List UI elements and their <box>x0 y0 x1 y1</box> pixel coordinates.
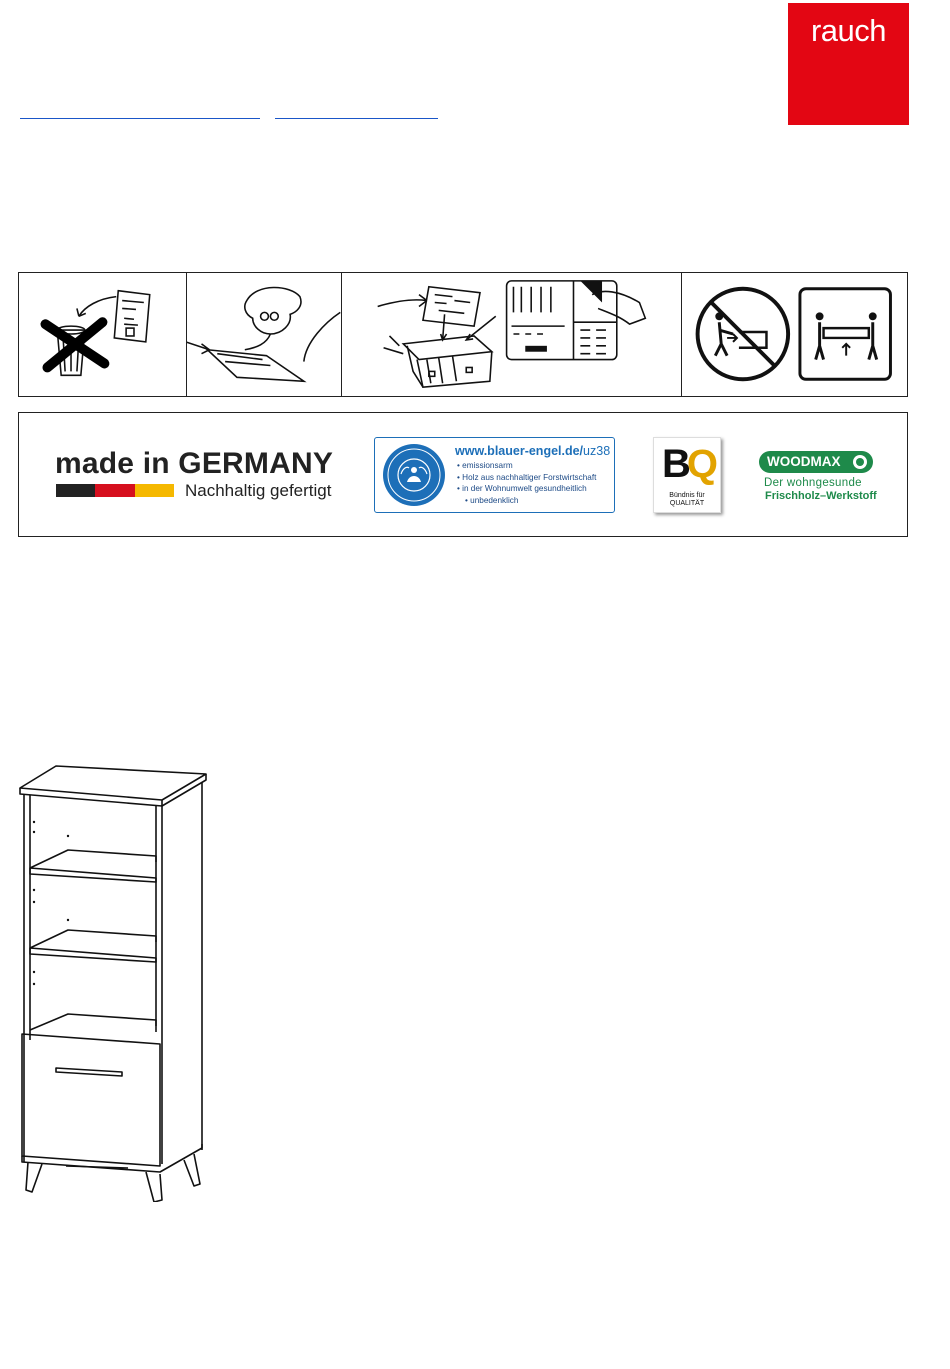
bq-letter-q: Q <box>686 442 715 486</box>
blauer-engel-criteria <box>457 460 596 506</box>
blauer-engel-badge <box>374 437 615 513</box>
list-item: • emissionsarm <box>457 460 596 472</box>
header-link-1[interactable] <box>20 104 260 119</box>
woodmax-tagline-2: Frischholz–Werkstoff <box>765 490 877 502</box>
flag-stripe-red <box>95 484 134 497</box>
flag-stripe-gold <box>135 484 174 497</box>
two-person-assembly-icon <box>682 273 909 396</box>
bq-caption-line-1: Bündnis für <box>669 492 705 499</box>
bq-quality-badge <box>653 437 721 513</box>
list-item <box>457 495 596 507</box>
brand-logo-text: rauch <box>810 13 887 48</box>
cabinet-illustration <box>18 762 212 1202</box>
woodmax-logo <box>759 451 873 473</box>
woodmax-name: WOODMAX <box>767 454 841 469</box>
made-in-germany-subtitle: Nachhaltig gefertigt <box>185 481 332 500</box>
blauer-engel-url-suffix: uz38 <box>583 444 611 458</box>
header-link-2[interactable] <box>275 104 438 119</box>
woodmax-dot-icon <box>853 455 867 469</box>
list-item: • Holz aus nachhaltiger Forstwirtschaft <box>457 472 596 484</box>
flag-stripe-black <box>56 484 95 497</box>
bq-logo-mark <box>662 442 714 487</box>
bq-caption-line-2: QUALITÄT <box>669 500 705 507</box>
bq-caption <box>658 492 716 508</box>
german-flag-bar <box>56 484 174 497</box>
made-in-germany-title: made in GERMANY <box>55 447 334 480</box>
list-item-continuation: unbedenklich <box>470 495 519 505</box>
file-documents-icon <box>342 273 682 396</box>
certification-strip <box>18 412 908 537</box>
blauer-engel-url[interactable] <box>455 444 610 458</box>
list-item: • in der Wohnumwelt gesundheitlich <box>457 483 596 495</box>
blauer-engel-seal-icon <box>383 444 445 506</box>
read-manual-icon <box>187 273 342 396</box>
no-trash-icon <box>19 273 187 396</box>
instruction-strip <box>18 272 908 397</box>
bq-letter-b: B <box>662 442 687 486</box>
woodmax-tagline-1: Der wohngesunde <box>764 477 862 489</box>
blauer-engel-url-main: www.blauer-engel.de/ <box>455 444 584 458</box>
brand-logo <box>788 3 909 125</box>
